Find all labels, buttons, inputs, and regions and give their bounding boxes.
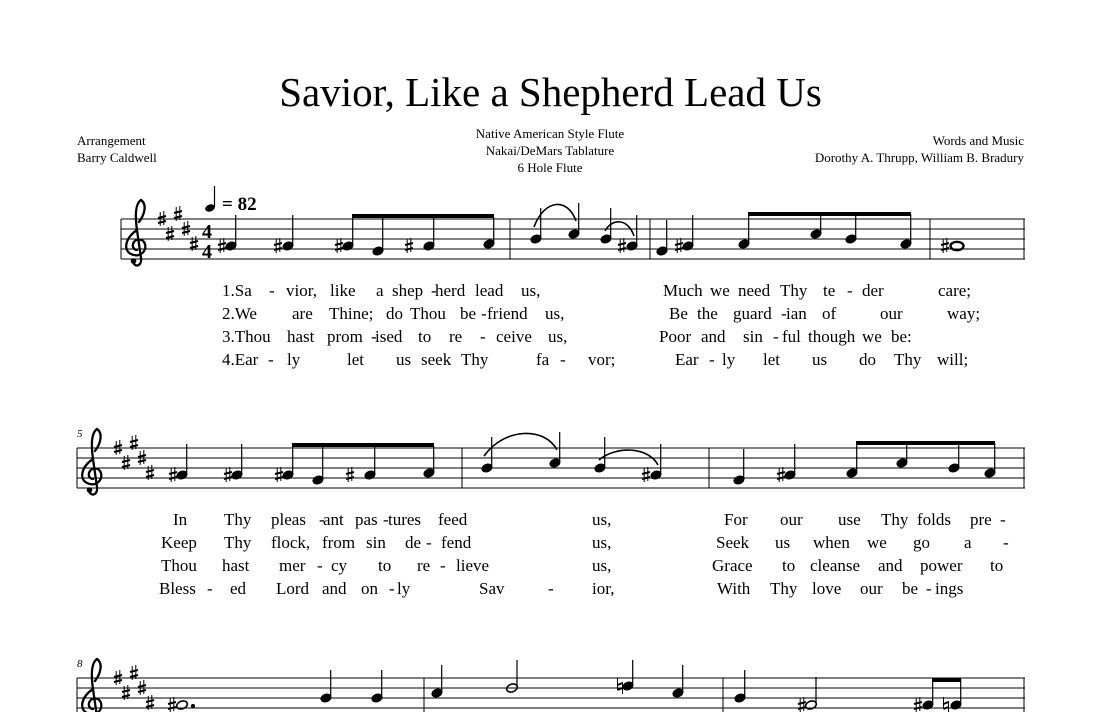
lyric-syllable: to <box>990 556 1004 575</box>
staff-system-3 <box>77 658 1025 712</box>
lyric-syllable: - <box>560 350 566 369</box>
lyric-syllable: - <box>440 556 446 575</box>
lyric-syllable: seek <box>421 350 452 369</box>
lyric-syllable: - <box>480 327 486 346</box>
lyrics-system-1 <box>222 281 980 369</box>
lyric-syllable: flock, <box>271 533 311 552</box>
lyric-syllable: Thine; <box>329 304 374 323</box>
notes-measure-5 <box>169 444 435 485</box>
lyric-syllable: Thy <box>894 350 922 369</box>
lyric-syllable: to <box>782 556 796 575</box>
lyric-syllable: folds <box>917 510 951 529</box>
lyric-syllable: will; <box>937 350 969 369</box>
lyric-syllable: us <box>812 350 828 369</box>
lyric-syllable: Grace <box>712 556 753 575</box>
lyric-syllable: - <box>371 327 377 346</box>
lyric-syllable: ed <box>230 579 247 598</box>
lyric-syllable: be <box>460 304 477 323</box>
lyric-syllable: Bless <box>159 579 196 598</box>
notes-measure-8 <box>168 670 383 712</box>
lyric-syllable: 3.Thou <box>222 327 271 346</box>
lyric-syllable: we <box>710 281 730 300</box>
lyric-syllable: Much <box>663 281 703 300</box>
lyric-syllable: when <box>813 533 850 552</box>
lyric-syllable: hast <box>287 327 315 346</box>
lyric-syllable: and <box>322 579 347 598</box>
lyric-syllable: der <box>862 281 884 300</box>
lyric-syllable: power <box>920 556 963 575</box>
lyric-syllable: Lord <box>276 579 310 598</box>
lyric-syllable: vor; <box>588 350 616 369</box>
lyric-syllable: Thou <box>410 304 446 323</box>
lyric-syllable: pleas <box>271 510 306 529</box>
lyric-syllable: vior, <box>286 281 317 300</box>
lyric-syllable: - <box>773 327 779 346</box>
lyric-syllable: de <box>405 533 422 552</box>
lyric-syllable: ant <box>323 510 344 529</box>
lyric-syllable: feed <box>438 510 468 529</box>
lyric-syllable: fa <box>536 350 550 369</box>
notes-measure-3 <box>656 214 912 256</box>
lyric-syllable: let <box>347 350 364 369</box>
lyric-syllable: us <box>396 350 412 369</box>
lyric-syllable: cy <box>331 556 348 575</box>
notes-measure-1 <box>218 215 495 256</box>
lyric-syllable: use <box>838 510 861 529</box>
lyric-syllable: - <box>1000 510 1006 529</box>
lyric-syllable: - <box>926 579 932 598</box>
lyric-syllable: - <box>1003 533 1009 552</box>
lyric-syllable: - <box>431 281 437 300</box>
tempo-marking <box>204 186 256 215</box>
lyric-syllable: we <box>862 327 882 346</box>
lyric-syllable: Keep <box>161 533 197 552</box>
lyric-syllable: the <box>697 304 718 323</box>
lyric-syllable: a <box>964 533 972 552</box>
lyric-syllable: and <box>878 556 903 575</box>
lyric-syllable: cleanse <box>810 556 861 575</box>
lyric-syllable: to <box>378 556 392 575</box>
lyric-syllable: do <box>859 350 876 369</box>
lyric-syllable: For <box>724 510 748 529</box>
lyric-syllable: from <box>322 533 356 552</box>
tempo-text: = 82 <box>222 194 257 215</box>
lyric-syllable: lieve <box>456 556 490 575</box>
lyric-syllable: Ear <box>675 350 699 369</box>
lyrics-system-2 <box>159 510 1009 598</box>
lyric-syllable: shep <box>392 281 424 300</box>
lyric-syllable: ceive <box>496 327 532 346</box>
notes-measure-9 <box>431 660 684 698</box>
lyric-syllable: sin <box>366 533 386 552</box>
lyric-syllable: care; <box>938 281 972 300</box>
lyric-syllable: be: <box>891 327 912 346</box>
measure-number-5: 5 <box>77 428 83 440</box>
lyric-syllable: Thy <box>780 281 808 300</box>
notes-measure-10 <box>734 670 962 712</box>
lyric-syllable: pas <box>355 510 378 529</box>
lyric-syllable: - <box>319 510 325 529</box>
lyric-syllable: we <box>867 533 887 552</box>
lyric-syllable: te <box>823 281 836 300</box>
lyric-syllable: ly <box>287 350 301 369</box>
lyric-syllable: re <box>449 327 463 346</box>
lyric-syllable: go <box>913 533 930 552</box>
lyric-syllable: do <box>386 304 403 323</box>
lyric-syllable: our <box>860 579 883 598</box>
lyric-syllable: lead <box>475 281 504 300</box>
notes-measure-4 <box>941 238 964 253</box>
lyric-syllable: 4.Ear <box>222 350 259 369</box>
lyric-syllable: With <box>717 579 751 598</box>
lyric-syllable: - <box>481 304 487 323</box>
arrangement-label: Arrangement <box>77 133 146 148</box>
lyric-syllable: Thy <box>770 579 798 598</box>
lyric-syllable: us, <box>592 556 612 575</box>
lyric-syllable: ly <box>397 579 411 598</box>
lyric-syllable: us <box>775 533 791 552</box>
lyric-syllable: Sav <box>479 579 505 598</box>
lyric-syllable: mer <box>279 556 306 575</box>
lyric-syllable: Thy <box>881 510 909 529</box>
lyric-syllable: like <box>330 281 356 300</box>
lyric-syllable: - <box>317 556 323 575</box>
lyric-syllable: love <box>812 579 842 598</box>
lyric-syllable: need <box>738 281 771 300</box>
treble-clef-icon <box>82 429 101 494</box>
lyric-syllable: us, <box>545 304 565 323</box>
time-signature-bottom: 4 <box>202 241 212 263</box>
lyric-syllable: us, <box>592 533 612 552</box>
lyric-syllable: ings <box>935 579 964 598</box>
lyric-syllable: be <box>902 579 919 598</box>
lyric-syllable: Thy <box>224 533 252 552</box>
lyric-syllable: ior, <box>592 579 615 598</box>
lyric-syllable: ly <box>722 350 736 369</box>
lyric-syllable: herd <box>435 281 466 300</box>
lyric-syllable: ised <box>375 327 403 346</box>
lyric-syllable: on <box>361 579 378 598</box>
words-music-label: Words and Music <box>932 133 1024 148</box>
instrument-line-1: Native American Style Flute <box>475 126 625 141</box>
lyric-syllable: let <box>763 350 780 369</box>
lyric-syllable: - <box>709 350 715 369</box>
lyric-syllable: tures <box>388 510 422 529</box>
lyric-syllable: pre <box>970 510 992 529</box>
staff-system-2 <box>77 428 1025 494</box>
lyric-syllable: us, <box>548 327 568 346</box>
lyric-syllable: - <box>548 579 554 598</box>
notes-measure-6 <box>481 432 662 482</box>
lyric-syllable: and <box>701 327 726 346</box>
notes-measure-7 <box>733 443 996 485</box>
lyric-syllable: Thy <box>461 350 489 369</box>
lyric-syllable: guard <box>733 304 772 323</box>
lyric-syllable: prom <box>327 327 363 346</box>
measure-number-8: 8 <box>77 658 83 670</box>
lyric-syllable: way; <box>947 304 981 323</box>
lyric-syllable: - <box>268 350 274 369</box>
lyric-syllable: of <box>822 304 837 323</box>
composer-names: Dorothy A. Thrupp, William B. Bradury <box>814 150 1024 165</box>
lyric-syllable: our <box>880 304 903 323</box>
arranger-name: Barry Caldwell <box>77 150 157 165</box>
lyric-syllable: our <box>780 510 803 529</box>
lyric-syllable: Thy <box>224 510 252 529</box>
lyric-syllable: friend <box>487 304 528 323</box>
lyric-syllable: us, <box>592 510 612 529</box>
lyric-syllable: 2.We <box>222 304 257 323</box>
lyric-syllable: 1.Sa <box>222 281 252 300</box>
lyric-syllable: are <box>292 304 313 323</box>
notes-measure-2 <box>530 203 638 253</box>
lyric-syllable: - <box>269 281 275 300</box>
lyric-syllable: Thou <box>161 556 197 575</box>
lyric-syllable: - <box>781 304 787 323</box>
lyric-syllable: - <box>389 579 395 598</box>
lyric-syllable: Poor <box>659 327 692 346</box>
lyric-syllable: fend <box>441 533 472 552</box>
lyric-syllable: - <box>207 579 213 598</box>
lyric-syllable: though <box>808 327 856 346</box>
lyric-syllable: re <box>417 556 431 575</box>
instrument-line-2: Nakai/DeMars Tablature <box>485 143 615 158</box>
instrument-line-3: 6 Hole Flute <box>517 160 583 175</box>
staff-system-1 <box>121 186 1025 265</box>
lyric-syllable: - <box>847 281 853 300</box>
lyric-syllable: - <box>426 533 432 552</box>
lyric-syllable: to <box>418 327 432 346</box>
treble-clef-icon <box>82 659 101 712</box>
lyric-syllable: ful <box>782 327 801 346</box>
lyric-syllable: Be <box>669 304 688 323</box>
time-signature-top: 4 <box>202 221 212 243</box>
lyric-syllable: ian <box>786 304 807 323</box>
page-title: Savior, Like a Shepherd Lead Us <box>279 69 822 115</box>
lyric-syllable: a <box>376 281 384 300</box>
treble-clef-icon <box>126 200 145 265</box>
lyric-syllable: Seek <box>716 533 750 552</box>
lyric-syllable: In <box>173 510 188 529</box>
lyric-syllable: hast <box>222 556 250 575</box>
lyric-syllable: - <box>383 510 389 529</box>
lyric-syllable: sin <box>743 327 763 346</box>
lyric-syllable: us, <box>521 281 541 300</box>
